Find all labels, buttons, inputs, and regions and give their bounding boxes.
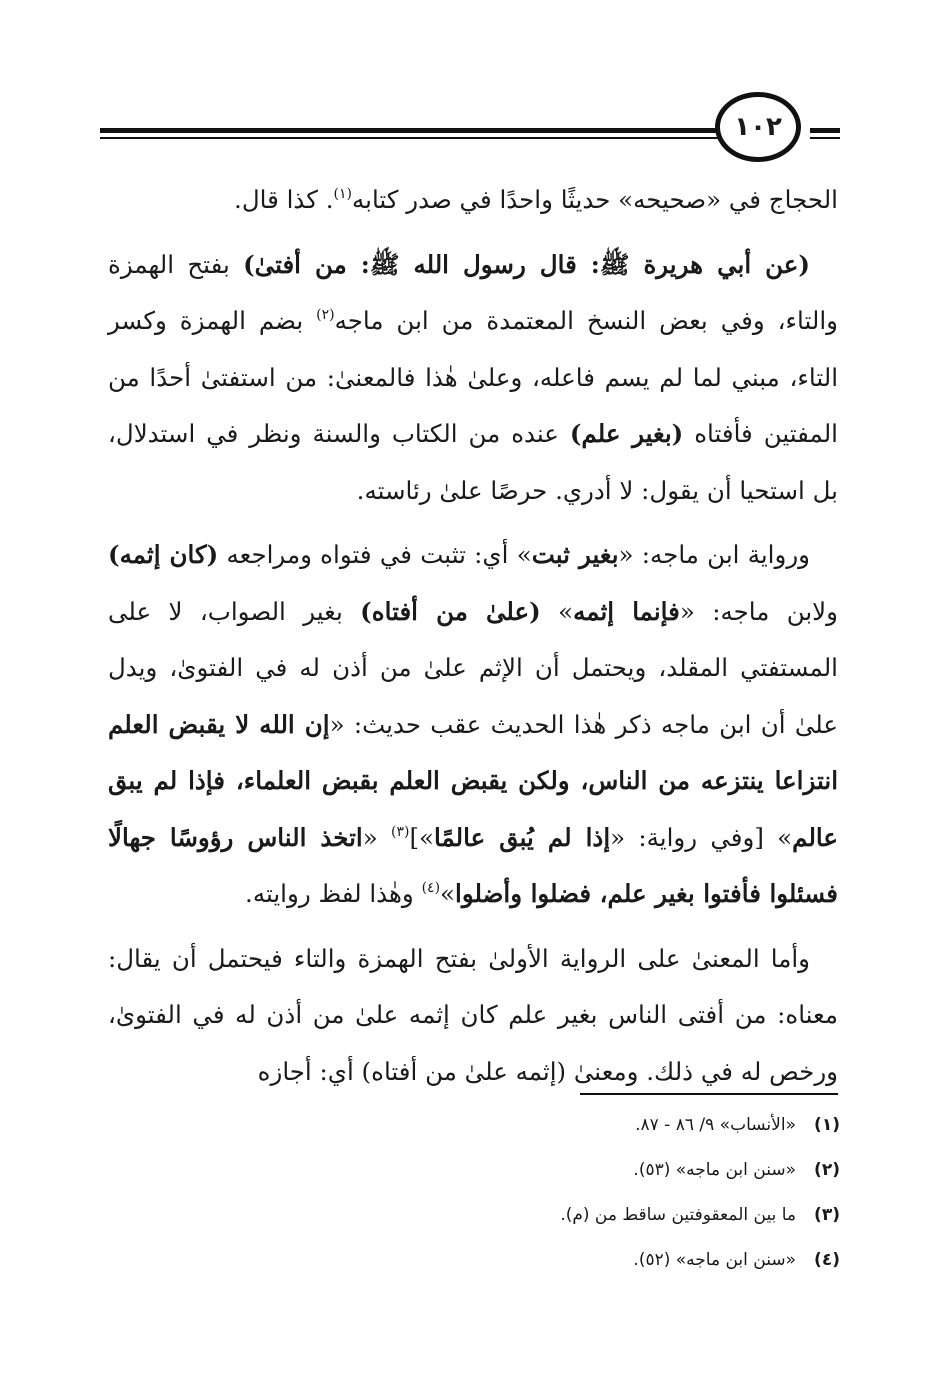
text-run: وهٰذا لفظ روايته. — [245, 879, 422, 908]
text-run: بفتح الهمزة والتاء، وفي بعض النسخ المعتمدة من ابن ماجه — [108, 249, 838, 335]
bold-text: (بغير علم) — [569, 419, 684, 448]
footnote-ref: (١) — [333, 186, 352, 202]
bold-text: إذا لم يُبق عالمًا — [434, 822, 611, 852]
header-rule-right-thin — [810, 137, 840, 139]
paragraph-hadith — [108, 237, 838, 520]
footnote-divider — [580, 1093, 838, 1095]
paragraph-meaning — [108, 931, 838, 1101]
bold-text: (عن أبي هريرة ﷺ: قال رسول الله ﷺ: من أفتىٰ) — [243, 249, 810, 279]
footnote-text: «سنن ابن ماجه» (٥٢). — [633, 1250, 796, 1270]
header-rule-thin — [100, 137, 720, 139]
bold-text: بغير ثبت — [531, 540, 619, 569]
text-run: » [وفي رواية: « — [610, 822, 793, 852]
footnote-ref: (٢) — [316, 307, 335, 323]
text-run: الحجاج في «صحيحه» حديثًا واحدًا في صدر كتابه — [351, 185, 838, 214]
bold-text: (كان إثمه) — [108, 540, 219, 569]
page-number: ١٠٢ — [715, 92, 801, 162]
text-run: » — [540, 596, 574, 626]
footnote-ref: (٣) — [390, 823, 410, 840]
text-run: بغير الصواب، لا على المستفتي المقلد، ويحتمل أن الإثم علىٰ من أذن له في الفتوىٰ، ويدل علىٰ أن ابن ماجه ذكر هٰذا الحديث عقب حديث: « — [108, 596, 838, 739]
header-rule-right — [810, 128, 840, 133]
text-run: » أي: تثبت في فتواه ومراجعه — [218, 540, 532, 569]
footnote-number: (١) — [814, 1115, 840, 1135]
text-run: »] — [409, 822, 435, 852]
text-run: . كذا قال. — [234, 185, 334, 214]
text-run: ولابن ماجه: « — [679, 596, 838, 626]
bold-text: إن الله لا يقبض العلم انتزاعا ينتزعه من الناس، ولكن يقبض العلم بقبض العلماء، فإذا لم يبق عالم — [108, 709, 838, 852]
footnote — [300, 1238, 840, 1283]
footnote-text: «سنن ابن ماجه» (٥٣). — [633, 1160, 796, 1180]
paragraph-continuation — [108, 172, 838, 229]
main-text — [108, 172, 838, 1100]
footnote — [300, 1193, 840, 1238]
footnote-text: ما بين المعقوفتين ساقط من (م). — [560, 1205, 796, 1225]
footnote-text: «الأنساب» ٩/ ٨٦ - ٨٧. — [635, 1115, 796, 1135]
bold-text: فإنما إثمه — [573, 596, 680, 626]
footnote-number: (٢) — [814, 1160, 840, 1180]
footnote — [300, 1103, 840, 1148]
footnote-ref: (٤) — [421, 880, 441, 896]
text-run: عنده من الكتاب والسنة ونظر في استدلال، بل استحيا أن يقول: لا أدري. حرصًا علىٰ رئاسته. — [108, 419, 838, 505]
footnote-number: (٤) — [814, 1250, 840, 1270]
text-run: « — [362, 822, 391, 852]
footnotes — [300, 1103, 840, 1283]
footnote-number: (٣) — [814, 1205, 840, 1225]
bold-text: (علىٰ من أفتاه) — [360, 596, 541, 626]
paragraph-ibn-majah — [108, 527, 838, 923]
text-run: » — [440, 879, 456, 908]
bold-text: اتخذ الناس رؤوسًا جهالًا فسئلوا فأفتوا بغير علم، فضلوا وأضلوا — [108, 822, 838, 908]
header-rule-thick — [100, 128, 720, 133]
text-run: وأما المعنىٰ على الرواية الأولىٰ بفتح الهمزة والتاء فيحتمل أن يقال: معناه: من أفتى الناس بغير علم كان إثمه علىٰ من أذن له في الفتوىٰ، ورخص له في ذلك. ومعنىٰ (إثمه علىٰ من أفتاه) أي: أجازه — [108, 943, 838, 1086]
page-header — [100, 88, 840, 168]
footnote — [300, 1148, 840, 1193]
text-run: بضم الهمزة وكسر التاء، مبني لما لم يسم فاعله، وعلىٰ هٰذا فالمعنىٰ: من استفتىٰ أحدًا من المفتين فأفتاه — [108, 306, 838, 448]
text-run: ورواية ابن ماجه: « — [618, 540, 810, 569]
